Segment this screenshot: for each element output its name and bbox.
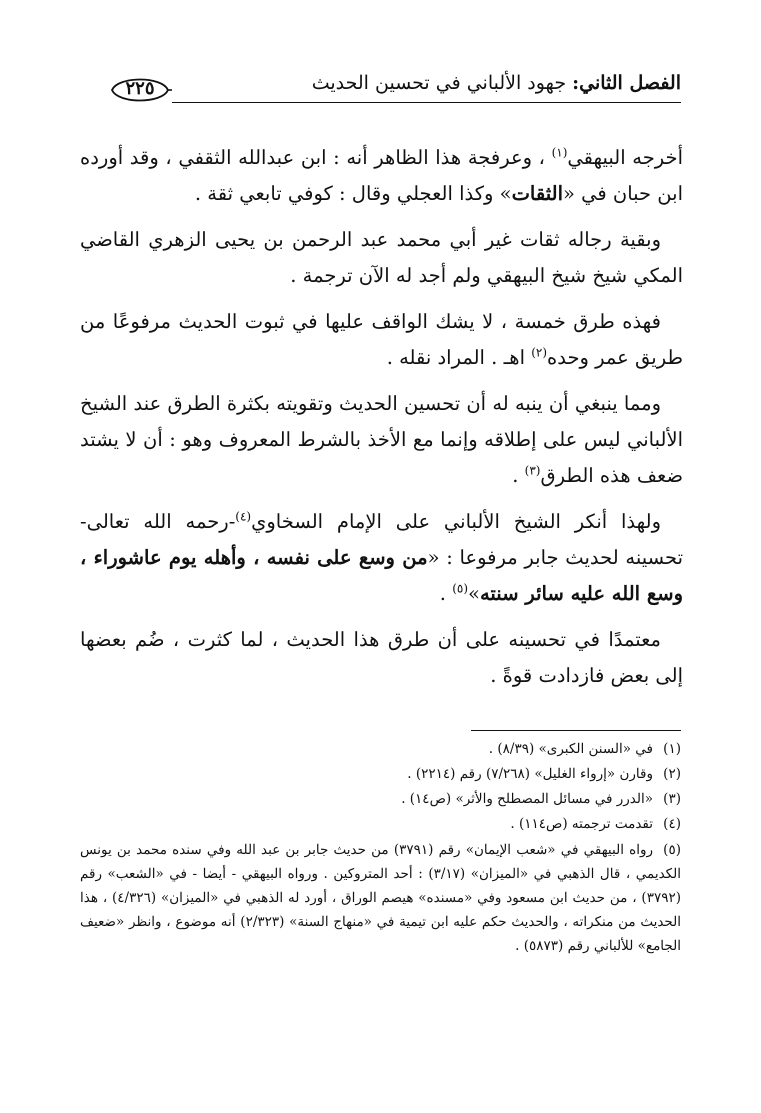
text-run: » وكذا العجلي وقال : كوفي تابعي ثقة . — [194, 182, 512, 205]
chapter-label: الفصل الثاني: — [572, 72, 681, 94]
footnote-text: رواه البيهقي في «شعب الإيمان» رقم (٣٧٩١) من حديث جابر بن عبد الله وفي سنده محمد بن يونس الكديمي ، قال الذهبي في «الميزان» (٣/١٧) : أحد المتروكين . ورواه البيهقي - أيضا - في «الشعب» رقم (٣٧٩٢) ، من حديث ابن مسعود وفي «مسنده» هيصم الوراق ، أورد له الذهبي في «الميزان» (٤/٣٢٦) ، هذا الحديث من منكراته ، والحديث حكم عليه ابن تيمية في «منهاج السنة» (٢/٣٢٣) أنه موضوع ، وانظر «ضعيف الجامع» للألباني رقم (٥٨٧٣) . — [80, 842, 682, 954]
text-run: . — [512, 464, 519, 487]
footnote-2 — [80, 763, 681, 785]
page-number-ornament — [108, 74, 172, 104]
text-run: معتمدًا في تحسينه على أن طرق هذا الحديث ، لما كثرت ، ضُم بعضها إلى بعض فازدادت قوةً . — [80, 628, 683, 687]
header-rule — [172, 102, 681, 103]
text-run: وبقية رجاله ثقات غير أبي محمد عبد الرحمن بن يحيى الزهري القاضي المكي شيخ شيخ البيهقي ولم أجد له الآن ترجمة . — [80, 228, 683, 287]
paragraph-6 — [80, 622, 683, 694]
running-header — [110, 70, 681, 110]
footnote-1 — [80, 738, 681, 760]
footnote-4 — [80, 813, 681, 835]
text-run: ، وعرفجة هذا الظاهر أنه : ابن عبدالله الثقفي ، وقد أورده ابن حبان في « — [80, 146, 683, 205]
footnote-3 — [80, 788, 681, 810]
footnote-number: (٤) — [663, 816, 681, 832]
footnote-ref[interactable]: (٣) — [524, 463, 541, 478]
footnote-text: تقدمت ترجمته (ص١١٤) . — [510, 816, 653, 832]
bold-title: الثقات — [511, 182, 563, 205]
footnote-text: وقارن «إرواء الغليل» (٧/٢٦٨) رقم (٢٢١٤) . — [407, 766, 653, 782]
footnote-number: (١) — [663, 741, 681, 757]
chapter-title: جهود الألباني في تحسين الحديث — [311, 72, 567, 94]
footnote-ref[interactable]: (١) — [551, 145, 568, 160]
footnote-text: في «السنن الكبرى» (٨/٣٩) . — [488, 741, 653, 757]
footnotes — [80, 738, 681, 961]
main-text — [80, 140, 683, 704]
text-run: -رحمه الله تعالى- تحسينه لحديث جابر مرفوعا : « — [80, 510, 684, 569]
text-run: ومما ينبغي أن ينبه له أن تحسين الحديث وتقويته بكثرة الطرق عند الشيخ الألباني ليس على إطلاقه وإنما مع الأخذ بالشرط المعروف وهو : أن لا يشتد ضعف هذه الطرق — [80, 392, 683, 487]
page-number: ٢٢٥ — [125, 78, 155, 99]
footnote-number: (٣) — [663, 791, 681, 807]
footnote-ref[interactable]: (٢) — [531, 345, 548, 360]
footnote-text: «الدرر في مسائل المصطلح والأثر» (ص١٤) . — [401, 791, 653, 807]
paragraph-2 — [80, 222, 683, 294]
paragraph-5 — [80, 504, 683, 612]
footnote-number: (٥) — [663, 842, 681, 858]
text-run: أخرجه البيهقي — [567, 146, 684, 169]
footnote-ref[interactable]: (٥) — [452, 581, 469, 596]
bold-hadith-quote: من وسع على نفسه ، وأهله يوم عاشوراء ، وسع الله عليه سائر سنته — [80, 546, 683, 605]
text-run: . — [439, 582, 446, 605]
header-title — [312, 72, 681, 94]
text-run: فهذه طرق خمسة ، لا يشك الواقف عليها في ثبوت الحديث مرفوعًا من طريق عمر وحده — [80, 310, 683, 369]
paragraph-4 — [80, 386, 683, 494]
footnote-ref[interactable]: (٤) — [235, 509, 252, 524]
footnote-5 — [80, 838, 681, 958]
text-run: » — [468, 582, 480, 605]
text-run: ولهذا أنكر الشيخ الألباني على الإمام السخاوي — [251, 510, 661, 533]
footnote-separator — [471, 730, 681, 731]
footnote-number: (٢) — [663, 766, 681, 782]
paragraph-1 — [80, 140, 683, 212]
text-run: اهـ . المراد نقله . — [386, 346, 525, 369]
paragraph-3 — [80, 304, 683, 376]
